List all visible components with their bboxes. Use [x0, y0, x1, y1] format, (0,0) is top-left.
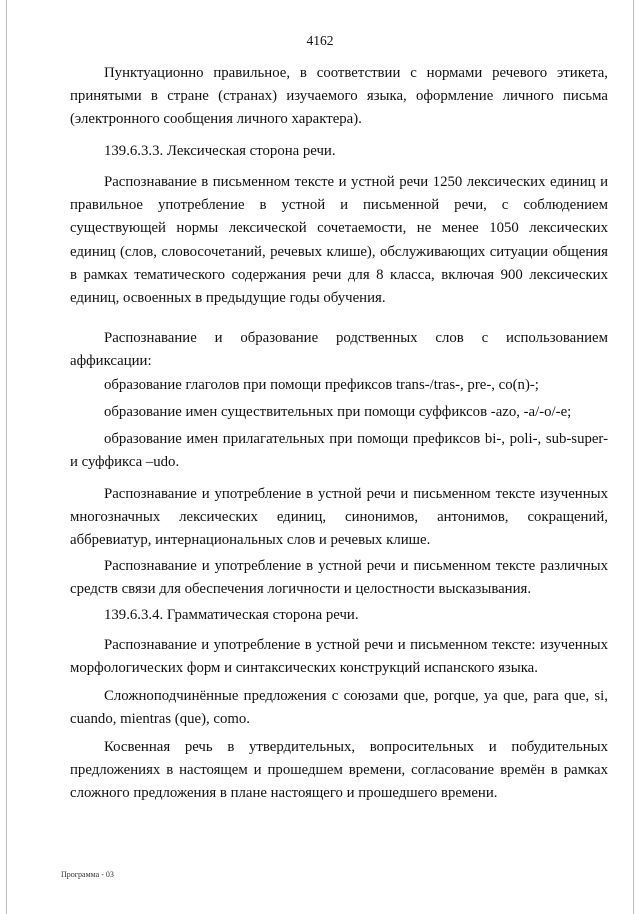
- paragraph-punctuation: Пунктуационно правильное, в соответствии с нормами речевого этикета, принятыми в стране (странах) изучаемого языка, оформление личного письма (электронного сообщения личного характера).: [70, 65, 608, 128]
- paragraph-lexical-recognition: Распознавание в письменном тексте и устной речи 1250 лексических единиц и правильное употребление в устной и письменной речи, с соблюдением существующей нормы лексической сочетаемости, не менее 1050 лексических единиц (слов, словосочетаний, речевых клише), обслуживающих ситуации общения в рамках тематического содержания речи для 8 класса, включая 900 лексических единиц, освоенных в предыдущие годы обучения.: [70, 174, 608, 307]
- heading-grammar: 139.6.3.4. Грамматическая сторона речи.: [104, 607, 359, 623]
- list-item-nouns: образование имен существительных при помощи суффиксов -azo, -a/-o/-e;: [104, 404, 572, 420]
- footer-label: Программа - 03: [61, 870, 114, 879]
- paragraph-morphology: Распознавание и употребление в устной речи и письменном тексте: изученных морфологических форм и синтаксических конструкций испанского языка.: [70, 637, 608, 677]
- page-number: 4162: [306, 33, 334, 48]
- list-item-verbs: образование глаголов при помощи префиксов trans-/tras-, pre-, co(n)-;: [104, 377, 539, 393]
- paragraph-affixation: Распознавание и образование родственных слов с использованием аффиксации:: [70, 330, 608, 370]
- paragraph-indirect-speech: Косвенная речь в утвердительных, вопросительных и побудительных предложениях в настоящем и прошедшем времени, согласование времён в рамках сложного предложения в плане настоящего и прошедшего времени.: [70, 739, 608, 802]
- paragraph-complex-sentences: Сложноподчинённые предложения с союзами que, porque, ya que, para que, si, cuando, mientras (que), como.: [70, 688, 608, 728]
- paragraph-polysemous: Распознавание и употребление в устной речи и письменном тексте изученных многозначных лексических единиц, синонимов, антонимов, сокращений, аббревиатур, интернациональных слов и речевых клише.: [70, 486, 608, 549]
- heading-lexical: 139.6.3.3. Лексическая сторона речи.: [104, 143, 336, 159]
- list-item-adjectives: образование имен прилагательных при помощи префиксов bi-, poli-, sub-super- и суффикса –udo.: [70, 431, 608, 471]
- paragraph-cohesion: Распознавание и употребление в устной речи и письменном тексте различных средств связи для обеспечения логичности и целостности высказывания.: [70, 558, 608, 598]
